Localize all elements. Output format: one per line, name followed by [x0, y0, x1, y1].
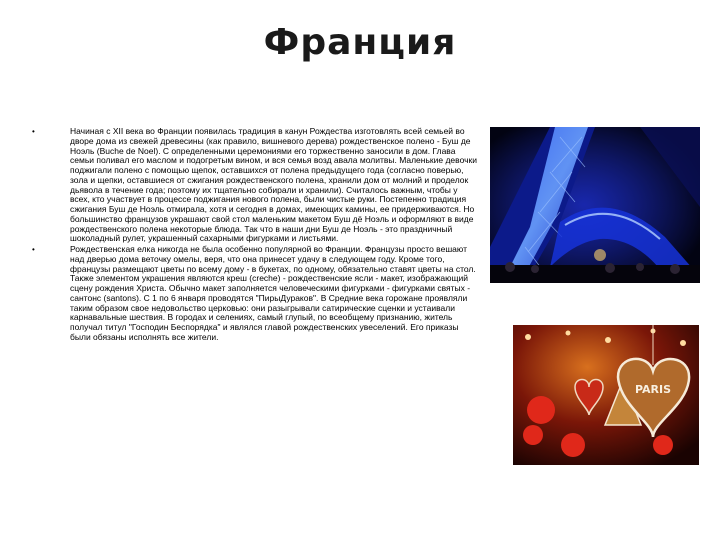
gingerbread-heart-illustration: [513, 325, 699, 465]
eiffel-tower-illustration: [490, 127, 700, 283]
bullet-icon: •: [32, 245, 35, 254]
bullet-icon: •: [32, 127, 35, 136]
list-item: [32, 127, 478, 244]
paragraph-buche-de-noel: Начиная с XII века во Франции появилась традиция в канун Рождества изготовлять всей семьей во дворе дома из свежей древесины (как правило, вишневого дерева) рождественское полено - Буш де Ноэль (Buche de Noel). С определенными церемониями его торжественно заносили в дом. Глава семьи поливал его маслом и подогретым вином, и вся семья возд авала молитвы. Маленькие девочки поджигали полено с помощью щепок, оставшихся от полена предыдущего года (согласно поверью, зола и щепки, оставшиеся от сжигания рождественского полена, хранили дом от молний и проделок дьявола в течение года; поэтому их тщательно собирали и хранили). Считалось важным, чтобы у всех, кто участвует в процессе поджигания нового полена, были чистые руки. Постепенно традиция сжигания Буш де Ноэль отмирала, хотя и сегодня в домах, имеющих камины, ее придерживаются. Но большинство французов украшают свой стол маленьким макетом Буш дё Ноэль и оформляют в виде рождественского полена некоторые блюда. Так что в наши дни Буш де Ноэль - это праздничный шоколадный рулет, украшенный сахарными фигурками и листьями.: [70, 126, 477, 244]
christmas-market-photo: [513, 325, 699, 465]
eiffel-tower-photo: [490, 127, 700, 283]
paragraph-french-christmas-customs: Рождественская елка никогда не была особенно популярной во Франции. Французы просто вешают над дверью дома веточку омелы, веря, что она принесет удачу в следующем году. Кроме того, французы размещают цветы по всему дому - в букетах, по одному, обязательно ставят цветы на стол. Также элементом украшения являются креш (creche) - рождественские ясли - макет, изображающий сцену рождения Христа. Обычно макет заполняется человеческими фигурками - фигурками святых - сантонс (santons). С 1 по 6 января проводятся "ПирыДураков". В Средние века горожане проявляли таким образом свое недовольство церковью: они разыгрывали сатирические сценки и устаивали карнавальные шествия. В городах и селениях, самый глупый, по всеобщему признанию, житель получал титул "Господин Беспорядка" и являлся главой рождественских увеселений. Его приказы были обязаны исполнять все жители.: [70, 244, 476, 342]
heart-text: PARIS: [634, 383, 672, 396]
bullet-list: [32, 127, 478, 344]
list-item: [32, 245, 478, 343]
slide-title: Франция: [263, 22, 457, 63]
